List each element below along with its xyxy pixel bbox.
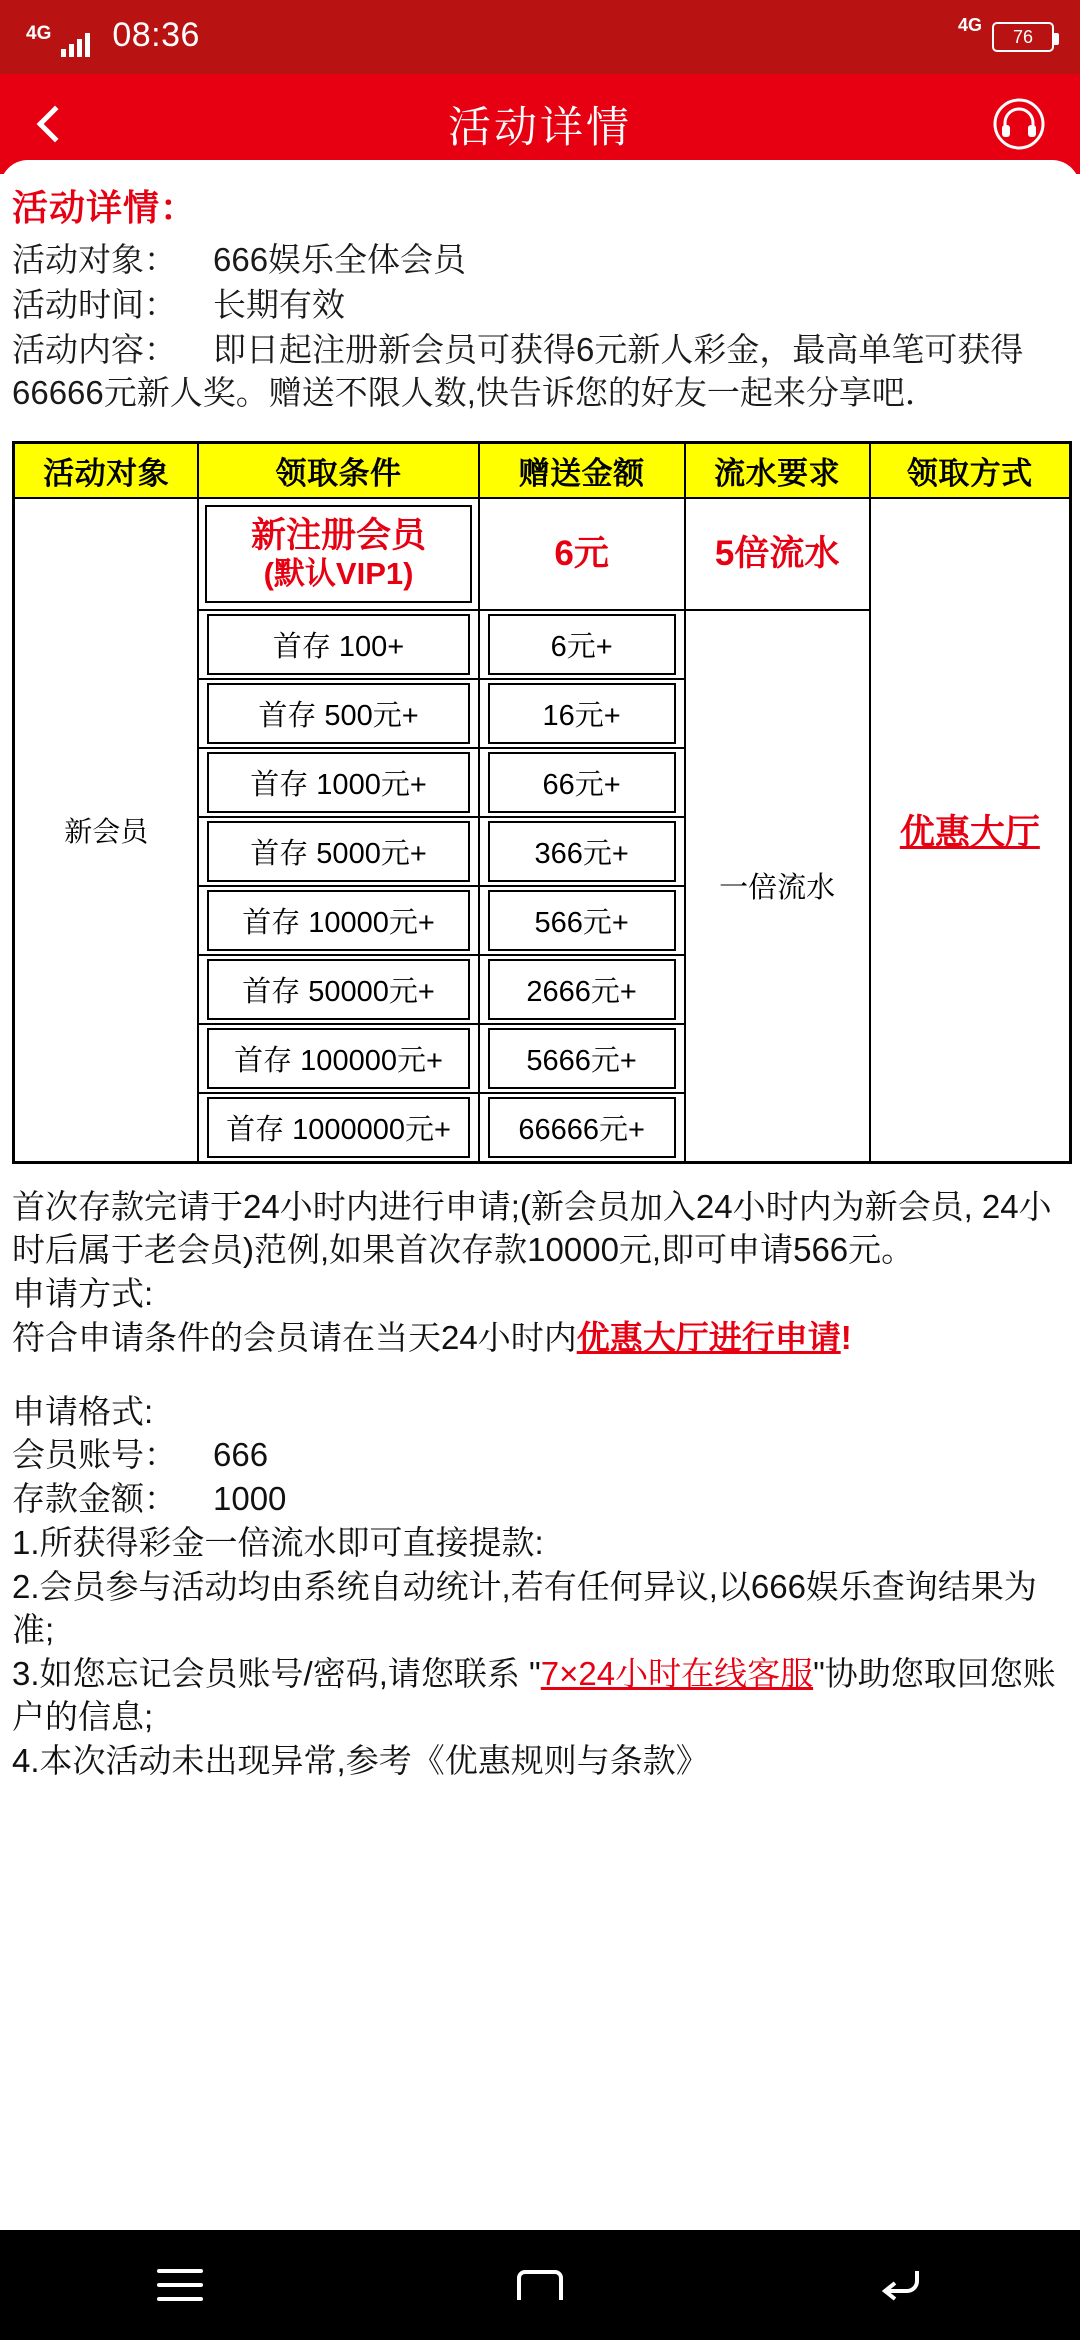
- note-account-value: 666: [213, 1436, 269, 1474]
- condition-box: 首存 5000元+: [207, 821, 469, 882]
- note-apply-method-label: 申请方式:: [12, 1274, 154, 1312]
- note-account-row: [12, 1434, 1068, 1477]
- activity-time-value: 长期有效: [213, 285, 345, 323]
- activity-object-cell: 新会员: [14, 498, 199, 1162]
- condition-cell: [198, 886, 478, 955]
- back-arrow-icon[interactable]: [877, 2265, 923, 2305]
- amount-box: 16元+: [488, 683, 676, 744]
- note-account-label: 会员账号：: [12, 1436, 177, 1474]
- condition-box: 首存 10000元+: [207, 890, 469, 951]
- network-type-label: 4G: [26, 22, 52, 44]
- signal-strength-icon: [61, 31, 90, 57]
- amount-cell: [479, 955, 685, 1024]
- clock-label: 08:36: [112, 15, 200, 54]
- condition-box: 首存 1000000元+: [207, 1097, 469, 1158]
- note-rule-1: 1.所获得彩金一倍流水即可直接提款:: [12, 1524, 544, 1562]
- menu-icon[interactable]: [157, 2269, 203, 2301]
- amount-cell: [479, 886, 685, 955]
- online-service-link[interactable]: 7×24小时在线客服: [540, 1654, 814, 1692]
- network-type-label-secondary: 4G: [957, 14, 982, 35]
- note-amount-label: 存款金额：: [12, 1480, 177, 1518]
- note-rule-3-suffix: "协助您取回您账户的信息;: [12, 1654, 1056, 1735]
- spacer: [12, 1361, 1068, 1391]
- amount-box: 566元+: [488, 890, 676, 951]
- condition-cell: [198, 679, 478, 748]
- amount-box: 5666元+: [488, 1028, 676, 1089]
- status-bar: [0, 0, 1080, 74]
- water-cell-first: 5倍流水: [685, 498, 870, 610]
- back-button[interactable]: [0, 74, 110, 174]
- table-header-cell: 赠送金额: [479, 442, 685, 498]
- water-cell: 一倍流水: [685, 610, 870, 1163]
- customer-service-button[interactable]: [988, 93, 1050, 155]
- condition-line-1: 新注册会员: [251, 516, 427, 556]
- note-rule-2: 2.会员参与活动均由系统自动统计,若有任何异议,以666娱乐查询结果为准;: [12, 1568, 1037, 1648]
- condition-box: 首存 1000元+: [207, 752, 469, 813]
- amount-cell: [479, 1093, 685, 1163]
- amount-box: 6元+: [488, 614, 676, 675]
- battery-icon: [992, 22, 1054, 52]
- amount-box: 66666元+: [488, 1097, 676, 1158]
- note-apply-suffix: !: [840, 1318, 852, 1356]
- amount-cell: [479, 679, 685, 748]
- activity-time-row: [12, 284, 1072, 327]
- condition-highlight-box: [205, 505, 471, 603]
- home-icon[interactable]: [517, 2270, 563, 2300]
- note-rule-4: 4.本次活动未出现异常,参考《优惠规则与条款》: [12, 1741, 709, 1779]
- note-format-label: 申请格式:: [12, 1392, 154, 1430]
- table-row: [14, 498, 1071, 610]
- amount-box: 366元+: [488, 821, 676, 882]
- activity-content-row: [12, 329, 1072, 415]
- condition-line-2: (默认VIP1): [263, 556, 414, 592]
- offer-table: [12, 441, 1072, 1164]
- note-amount-row: [12, 1478, 1068, 1521]
- status-left: [26, 15, 200, 57]
- note-apply-instruction: [12, 1317, 1068, 1360]
- activity-detail-content[interactable]: [0, 160, 1080, 2340]
- activity-content-label: 活动内容：: [12, 330, 177, 368]
- amount-box: 2666元+: [488, 959, 676, 1020]
- condition-cell-first: [198, 498, 478, 610]
- condition-box: 首存 100000元+: [207, 1028, 469, 1089]
- offer-table-wrapper: [12, 441, 1068, 1164]
- amount-box: 66元+: [488, 752, 676, 813]
- table-header-cell: 领取条件: [198, 442, 478, 498]
- condition-box: 首存 50000元+: [207, 959, 469, 1020]
- note-amount-value: 1000: [213, 1480, 287, 1518]
- note-first-deposit: 首次存款完请于24小时内进行申请;(新会员加入24小时内为新会员, 24小时后属于老会员)范例,如果首次存款10000元,即可申请566元。: [12, 1187, 1052, 1268]
- activity-time-label: 活动时间：: [12, 285, 177, 323]
- headset-service-icon: [992, 97, 1046, 151]
- table-header-cell: 流水要求: [685, 442, 870, 498]
- condition-cell: [198, 955, 478, 1024]
- condition-cell: [198, 1093, 478, 1163]
- back-chevron-icon: [37, 106, 74, 143]
- condition-cell: [198, 1024, 478, 1093]
- status-right: [957, 14, 1054, 52]
- title-bar: [0, 74, 1080, 174]
- method-cell: 优惠大厅: [870, 498, 1071, 1162]
- amount-cell: [479, 817, 685, 886]
- page-title: 活动详情: [448, 103, 632, 152]
- amount-cell: [479, 1024, 685, 1093]
- activity-object-value: 666娱乐全体会员: [213, 241, 467, 278]
- notes-section: [12, 1186, 1068, 1783]
- condition-box: 首存 500元+: [207, 683, 469, 744]
- amount-cell: [479, 748, 685, 817]
- condition-box: 首存 100+: [207, 614, 469, 675]
- section-title: 活动详情：: [12, 187, 198, 228]
- promo-hall-link[interactable]: 优惠大厅进行申请: [576, 1318, 841, 1356]
- table-header-cell: 活动对象: [14, 442, 199, 498]
- activity-content-text: 即日起注册新会员可获得6元新人彩金，最高单笔可获得66666元新人奖。赠送不限人数,快告诉您的好友一起来分享吧．: [12, 330, 1024, 411]
- activity-object-label: 活动对象：: [12, 241, 177, 278]
- note-rule-3-prefix: 3.如您忘记会员账号/密码,请您联系 ": [12, 1654, 541, 1692]
- battery-percent-label: 76: [1012, 26, 1034, 47]
- activity-object-row: [12, 239, 1072, 282]
- condition-cell: [198, 748, 478, 817]
- condition-cell: [198, 610, 478, 679]
- note-apply-prefix: 符合申请条件的会员请在当天24小时内: [12, 1318, 577, 1356]
- table-header-row: [14, 442, 1071, 498]
- system-navigation-bar: [0, 2230, 1080, 2340]
- condition-cell: [198, 817, 478, 886]
- table-header-cell: 领取方式: [870, 442, 1071, 498]
- note-rule-3: [12, 1653, 1068, 1739]
- amount-cell: [479, 610, 685, 679]
- amount-cell-first: 6元: [479, 498, 685, 610]
